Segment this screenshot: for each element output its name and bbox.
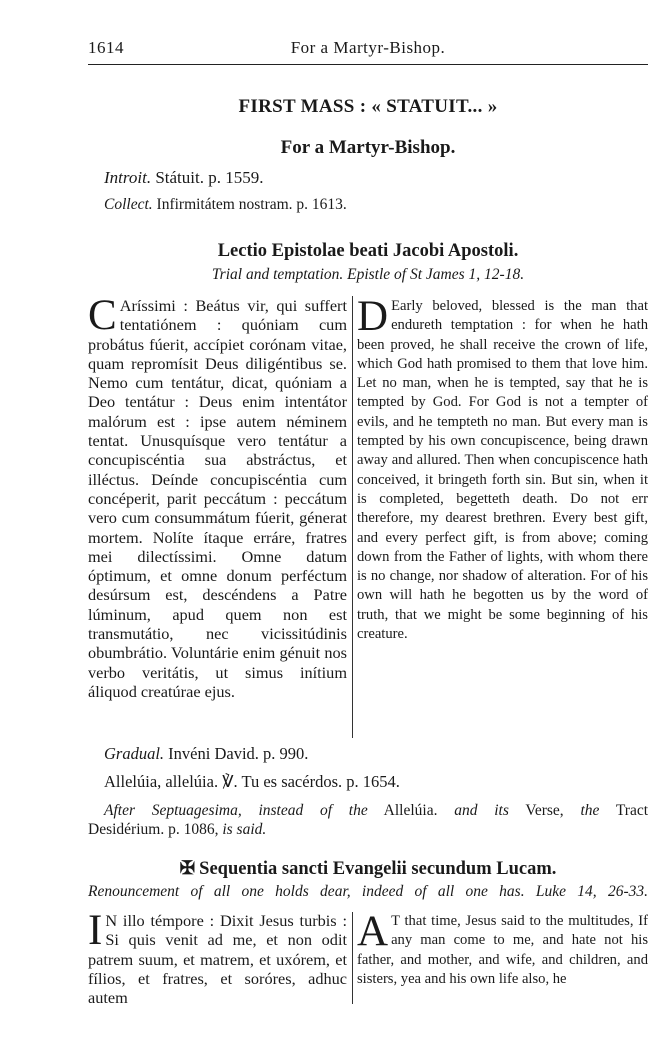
rubric-text-1: After Septuagesima, instead of the: [104, 802, 368, 819]
gospel-latin-dropcap: I: [88, 907, 103, 954]
epistle-latin-dropcap: C: [88, 292, 117, 339]
collect-text: Infirmitátem nostram. p. 1613.: [156, 196, 347, 213]
alleluia-line: Allelúia, allelúia. ℣. Tu es sacérdos. p. 1654.: [104, 772, 400, 791]
introit-text: Státuit. p. 1559.: [155, 168, 264, 187]
gradual-line: [104, 744, 308, 764]
page-number: 1614: [88, 38, 124, 57]
introit-label: Introit.: [104, 168, 152, 187]
epistle-latin-text: Aríssimi : Beátus vir, qui suffert tentatiónem : quóniam cum probátus fúerit, accípiet corónam vitae, quam repromísit Deus diligéntibus se. Nemo cum tentátur, dicat, quóniam a Deo tentátur : Deus enim intentátor malórum est : ipse autem néminem tentat. Unusquísque vero tentátur a concupiscéntia sua abstráctus, et illéctus. Deínde concupiscéntia cum concéperit, parit peccátum : peccátum vero cum consummátum fúerit, génerat mortem. Nolíte ítaque erráre, fratres mei dilectíssimi. Omne datum óptimum, et omne donum perféctum desúrsum est, descéndens a Patre lúminum, apud quem non est transmutátio, nec vicissitúdinis obumbrátio. Voluntárie enim génuit nos verbo veritátis, ut simus inítium áliquod creatúrae ejus.: [88, 296, 347, 701]
gospel-title-text: Sequentia sancti Evangelii secundum Lucam.: [199, 859, 557, 879]
collect-line: [104, 196, 347, 214]
introit-line: [104, 168, 263, 188]
rubric-word-2: Verse,: [525, 802, 564, 819]
rubric-text-3: the: [580, 802, 600, 819]
mass-title: FIRST MASS : « STATUIT... »: [238, 96, 498, 117]
gospel-english: [357, 908, 648, 989]
epistle-title: Lectio Epistolae beati Jacobi Apostoli.: [217, 241, 519, 261]
tract-rubric: [88, 801, 648, 839]
column-divider: [352, 296, 353, 738]
epistle-english: [357, 293, 648, 644]
gospel-english-dropcap: A: [357, 908, 389, 955]
column-divider-gospel: [352, 912, 353, 1004]
gospel-english-text: T that time, Jesus said to the multitudes, If any man come to me, and hate not his father, and mother, and wife, and children, and sisters, yea and his own life also, he: [357, 913, 648, 987]
gradual-label: Gradual.: [104, 744, 165, 763]
running-title: For a Martyr-Bishop.: [290, 38, 446, 57]
gradual-text: Invéni David. p. 990.: [168, 744, 309, 763]
rubric-text-4: is said.: [222, 821, 267, 838]
gospel-latin: [88, 907, 347, 1008]
rubric-word-3: Tract: [615, 802, 649, 819]
gospel-latin-text: N illo témpore : Dixit Jesus turbis : Si quis venit ad me, et non odit patrem suum, et matrem, et uxórem, et fílios, et fratres, et soróres, adhuc autem: [88, 911, 347, 1008]
collect-label: Collect.: [104, 196, 153, 213]
cross-icon: ✠: [179, 859, 196, 879]
rubric-text-2: and its: [454, 802, 509, 819]
gospel-title: [88, 858, 648, 880]
running-head: [88, 38, 648, 60]
mass-subtitle: For a Martyr-Bishop.: [280, 137, 456, 158]
epistle-latin: [88, 292, 347, 701]
gospel-subtitle: Renouncement of all one holds dear, indeed of all one has. Luke 14, 26-33.: [88, 883, 648, 900]
epistle-subtitle: Trial and temptation. Epistle of St James 1, 12-18.: [211, 266, 525, 283]
epistle-english-dropcap: D: [357, 293, 389, 340]
rubric-word-1: Allelúia.: [383, 802, 438, 819]
rubric-word-4: Desidérium. p. 1086,: [88, 821, 219, 838]
header-rule: [88, 64, 648, 65]
epistle-english-text: Early beloved, blessed is the man that endureth temptation : for when he hath been proved, he shall receive the crown of life, which God hath promised to them that love him. Let no man, when he is tempted, say that he is tempted by God. For God is not a tempter of evils, and he tempteth no man. But every man is tempted by his own concupiscence, being drawn away and allured. Then when concupiscence hath conceived, it bringeth forth sin. But sin, when it is completed, begetteth death. Do not err therefore, my dearest brethren. Every best gift, and every perfect gift, is from above; coming down from the Father of lights, with whom there is no change, nor shadow of alteration. For of his own will hath he begotten us by the word of truth, that we might be some beginning of his creature.: [357, 298, 648, 643]
